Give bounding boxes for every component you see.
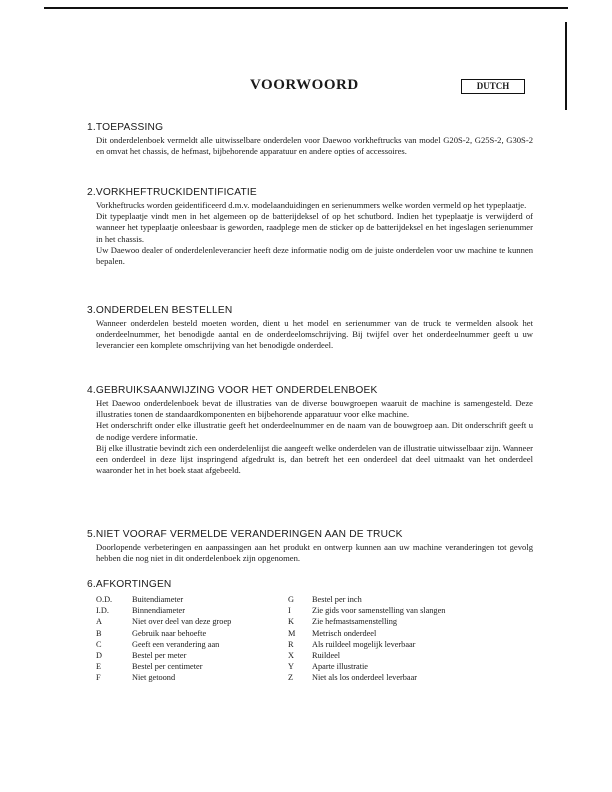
page-title: VOORWOORD: [250, 77, 359, 93]
abbreviation-meaning: Binnendiameter: [132, 606, 185, 616]
abbreviation-row: [288, 639, 445, 650]
abbreviation-meaning: Niet over deel van deze groep: [132, 617, 232, 627]
abbreviation-meaning: Bestel per meter: [132, 651, 187, 661]
abbreviation-row: [288, 628, 445, 639]
abbreviation-code: I: [288, 606, 291, 616]
abbreviation-row: [288, 650, 445, 661]
abbreviation-row: [288, 616, 445, 627]
abbreviation-code: K: [288, 617, 294, 627]
abbreviation-row: [288, 605, 445, 616]
abbreviations-right-column: [288, 594, 445, 684]
abbreviation-meaning: Niet getoond: [132, 673, 176, 683]
section-heading: 2.VORKHEFTRUCKIDENTIFICATIE: [87, 187, 257, 198]
section-gebruiksaanwijzing: [87, 384, 533, 476]
paragraph: Doorlopende verbeteringen en aanpassingen aan het produkt en ontwerp kunnen aan uw machine veranderingen tot gevolg hebben die nog niet in dit onderdelenboek zijn opgenomen.: [96, 542, 533, 564]
section-identificatie: [87, 186, 533, 267]
abbreviation-row: [96, 616, 231, 627]
side-rule: [565, 22, 567, 110]
language-badge: DUTCH: [461, 79, 525, 94]
abbreviation-meaning: Zie gids voor samenstelling van slangen: [312, 606, 446, 616]
abbreviation-code: M: [288, 628, 296, 638]
abbreviation-code: E: [96, 662, 102, 672]
abbreviation-code: O.D.: [96, 595, 113, 604]
abbreviation-row: [96, 639, 231, 650]
abbreviation-code: I.D.: [96, 606, 109, 616]
section-afkortingen: [87, 578, 533, 592]
top-rule: [44, 7, 568, 9]
abbreviation-meaning: Aparte illustratie: [312, 662, 368, 672]
abbreviation-code: B: [96, 628, 102, 638]
abbreviation-meaning: Als ruildeel mogelijk leverbaar: [312, 639, 416, 649]
abbreviation-code: D: [96, 651, 102, 661]
abbreviation-code: F: [96, 673, 101, 683]
paragraph: Het Daewoo onderdelenboek bevat de illustraties van de diverse bouwgroepen waaruit de machine is samengesteld. Deze illustraties tonen de standaardkomponenten en bijbehorende apparatuur voor elke machine.: [96, 398, 533, 420]
abbreviation-row: [96, 672, 231, 683]
abbreviation-row: [288, 661, 445, 672]
abbreviation-meaning: Geeft een verandering aan: [132, 639, 220, 649]
abbreviation-meaning: Metrisch onderdeel: [312, 628, 377, 638]
paragraph: Uw Daewoo dealer of onderdelenleverancier heeft deze informatie nodig om de juiste onderdelen voor uw machine te kunnen bepalen.: [96, 244, 533, 267]
section-heading: 4.GEBRUIKSAANWIJZING VOOR HET ONDERDELENBOEK: [87, 385, 378, 396]
section-heading: 1.TOEPASSING: [87, 122, 164, 133]
section-body: [96, 398, 533, 476]
section-bestellen: [87, 304, 533, 352]
section-body: [96, 318, 533, 352]
abbreviation-code: X: [288, 651, 294, 661]
abbreviation-row: [96, 594, 231, 605]
abbreviation-code: A: [96, 617, 102, 627]
abbreviation-row: [288, 594, 445, 605]
paragraph: Bij elke illustratie bevindt zich een onderdelenlijst die aangeeft welke onderdelen van de illustratie uitwisselbaar zijn. Wanneer een onderdeel in deze lijst inspringend afgedrukt is, dan betreft het een onderdeel dat deel uitmaakt van het onderdeel waaronder het in het boek staat afgebeeld.: [96, 442, 533, 476]
section-heading: 6.AFKORTINGEN: [87, 579, 172, 590]
abbreviation-meaning: Bestel per inch: [312, 595, 362, 604]
section-heading: 5.NIET VOORAF VERMELDE VERANDERINGEN AAN DE TRUCK: [87, 529, 403, 540]
section-veranderingen: [87, 528, 533, 564]
paragraph: Het onderschrift onder elke illustratie geeft het onderdeelnummer en de naam van de bouwgroep aan. Dit onderschrift geeft u de nodige verdere informatie.: [96, 420, 533, 442]
abbreviation-code: Y: [288, 662, 294, 672]
section-body: [96, 135, 533, 157]
section-body: [96, 542, 533, 564]
abbreviation-meaning: Buitendiameter: [132, 595, 184, 604]
abbreviation-code: Z: [288, 673, 294, 683]
abbreviation-meaning: Zie hefmastsamenstelling: [312, 617, 398, 627]
abbreviation-code: C: [96, 639, 102, 649]
section-toepassing: [87, 121, 533, 157]
paragraph: Vorkheftrucks worden geidentificeerd d.m.v. modelaanduidingen en serienummers welke worden vermeld op het typeplaatje.: [96, 200, 527, 210]
abbreviation-code: R: [288, 639, 294, 649]
abbreviation-row: [288, 672, 445, 683]
abbreviation-row: [96, 628, 231, 639]
abbreviation-meaning: Bestel per centimeter: [132, 662, 203, 672]
paragraph: Wanneer onderdelen besteld moeten worden, dient u het model en serienummer van de truck te vermelden alsook het onderdeelnummer, het benodigde aantal en de onderdeelomschrijving. Bij twijfel over het onderdeelnummer geeft u uw leverancier een komplete omschrijving van het benodigde onderdeel.: [96, 318, 533, 351]
abbreviation-meaning: Gebruik naar behoefte: [132, 628, 207, 638]
abbreviation-row: [96, 605, 231, 616]
section-heading: 3.ONDERDELEN BESTELLEN: [87, 305, 233, 316]
abbreviation-row: [96, 661, 231, 672]
paragraph: Dit typeplaatje vindt men in het algemeen op de batterijdeksel of op het schutbord. Indien het typeplaatje is verwijderd of wanneer het typeplaatje onleesbaar is geworden, raadplege men de sticker op de batterijdeksel en het ingeslagen serienummer in het chassis.: [96, 211, 533, 244]
abbreviation-meaning: Ruildeel: [312, 651, 341, 661]
paragraph: Dit onderdelenboek vermeldt alle uitwisselbare onderdelen voor Daewoo vorkheftrucks van model G20S-2, G25S-2, G30S-2 en omvat het chassis, de hefmast, bijbehorende apparatuur en andere opties of accessoires.: [96, 135, 533, 157]
abbreviation-code: G: [288, 595, 294, 604]
abbreviation-meaning: Niet als los onderdeel leverbaar: [312, 673, 418, 683]
abbreviations-left-column: [96, 594, 231, 684]
section-body: [96, 200, 533, 267]
abbreviation-row: [96, 650, 231, 661]
